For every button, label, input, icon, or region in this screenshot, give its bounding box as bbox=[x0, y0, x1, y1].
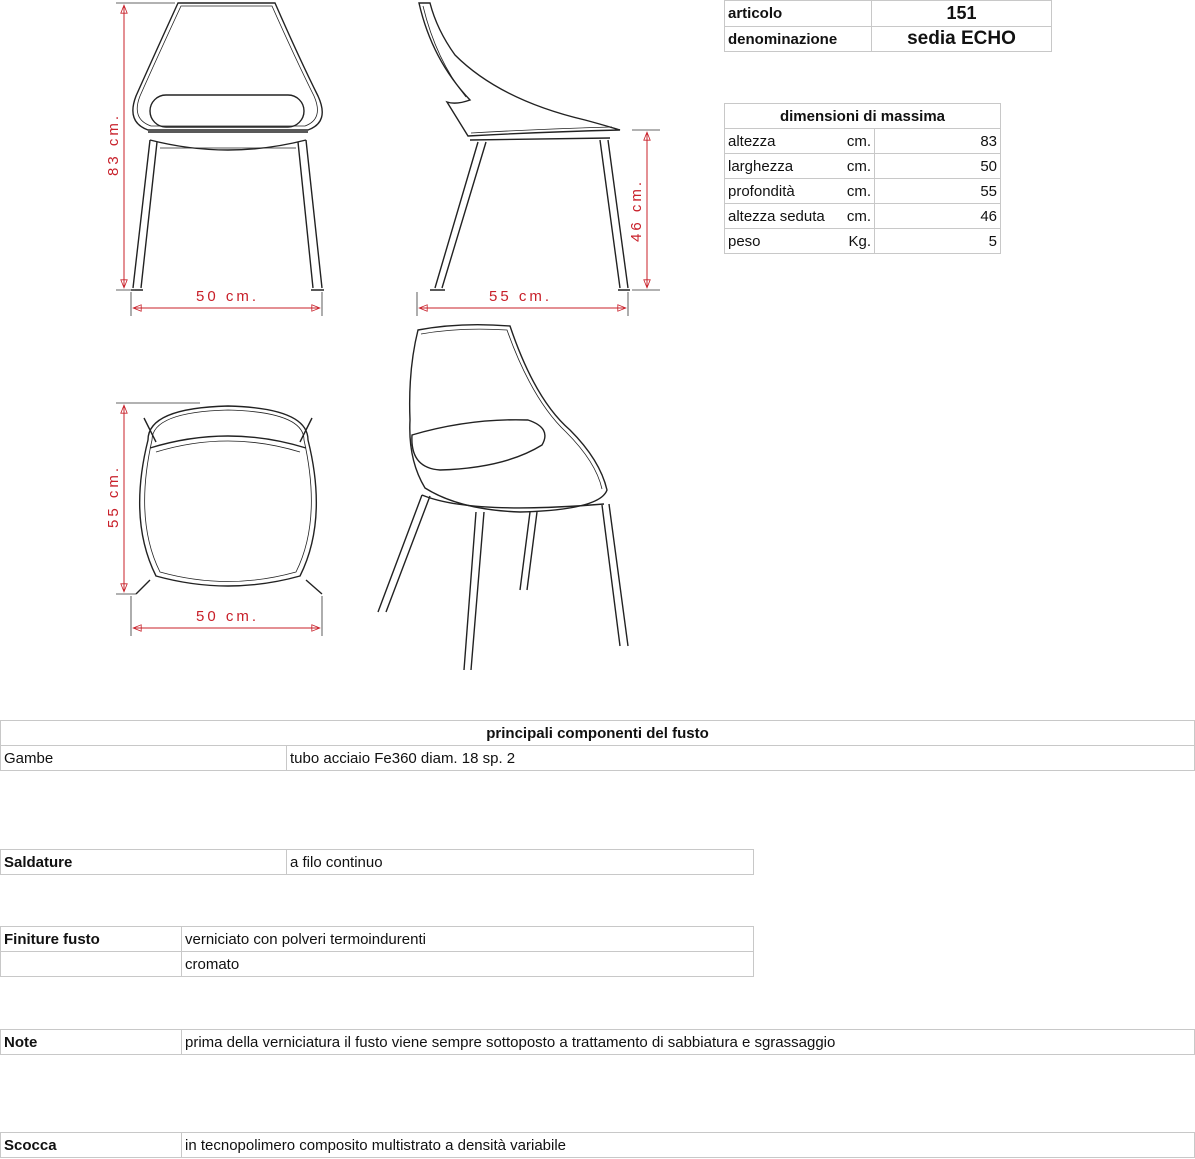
front-width-label: 50 cm. bbox=[196, 288, 260, 305]
article-table bbox=[724, 0, 1052, 52]
finiture-empty-cell bbox=[1, 952, 182, 977]
dimension-label: larghezza bbox=[725, 154, 837, 179]
dimension-value: 46 bbox=[875, 204, 1001, 229]
dimension-value: 83 bbox=[875, 129, 1001, 154]
technical-drawings bbox=[0, 0, 700, 690]
top-width-label: 50 cm. bbox=[196, 608, 260, 625]
dimension-row bbox=[725, 154, 1001, 179]
perspective-view-drawing bbox=[378, 325, 628, 670]
saldature-table bbox=[0, 849, 754, 875]
saldature-label: Saldature bbox=[1, 850, 287, 875]
finiture-value-2: cromato bbox=[182, 952, 754, 977]
finiture-label: Finiture fusto bbox=[1, 927, 182, 952]
side-depth-label: 55 cm. bbox=[489, 288, 553, 305]
dimension-unit: cm. bbox=[836, 179, 875, 204]
note-value: prima della verniciatura il fusto viene sempre sottoposto a trattamento di sabbiatura e sgrassaggio bbox=[182, 1030, 1195, 1055]
dimension-unit: cm. bbox=[836, 154, 875, 179]
dimensions-title: dimensioni di massima bbox=[725, 104, 1001, 129]
side-seat-height-label: 46 cm. bbox=[628, 178, 645, 242]
scocca-table bbox=[0, 1132, 1195, 1158]
dimension-row bbox=[725, 179, 1001, 204]
dimension-value: 55 bbox=[875, 179, 1001, 204]
finiture-value-1: verniciato con polveri termoindurenti bbox=[182, 927, 754, 952]
denominazione-value: sedia ECHO bbox=[872, 27, 1052, 52]
denominazione-label: denominazione bbox=[725, 27, 872, 52]
note-table bbox=[0, 1029, 1195, 1055]
dimension-label: altezza seduta bbox=[725, 204, 837, 229]
top-view-drawing bbox=[136, 406, 322, 594]
dimension-row bbox=[725, 229, 1001, 254]
components-title: principali componenti del fusto bbox=[1, 721, 1195, 746]
dimension-label: altezza bbox=[725, 129, 837, 154]
dimension-label: profondità bbox=[725, 179, 837, 204]
dimension-value: 5 bbox=[875, 229, 1001, 254]
side-view-drawing bbox=[419, 3, 630, 290]
dimension-unit: cm. bbox=[836, 129, 875, 154]
dimension-row bbox=[725, 129, 1001, 154]
front-height-label: 83 cm. bbox=[105, 112, 122, 176]
components-table bbox=[0, 720, 1195, 771]
saldature-value: a filo continuo bbox=[287, 850, 754, 875]
front-view-drawing bbox=[131, 3, 324, 290]
articolo-value: 151 bbox=[872, 1, 1052, 27]
top-depth-label: 55 cm. bbox=[105, 464, 122, 528]
dimensions-table bbox=[724, 103, 1001, 254]
dimension-unit: cm. bbox=[836, 204, 875, 229]
dimension-label: peso bbox=[725, 229, 837, 254]
gambe-value: tubo acciaio Fe360 diam. 18 sp. 2 bbox=[287, 746, 1195, 771]
dimension-value: 50 bbox=[875, 154, 1001, 179]
finiture-table bbox=[0, 926, 754, 977]
note-label: Note bbox=[1, 1030, 182, 1055]
scocca-label: Scocca bbox=[1, 1133, 182, 1158]
dimension-row bbox=[725, 204, 1001, 229]
articolo-label: articolo bbox=[725, 1, 872, 27]
gambe-label: Gambe bbox=[1, 746, 287, 771]
scocca-value: in tecnopolimero composito multistrato a densità variabile bbox=[182, 1133, 1195, 1158]
dimension-unit: Kg. bbox=[836, 229, 875, 254]
